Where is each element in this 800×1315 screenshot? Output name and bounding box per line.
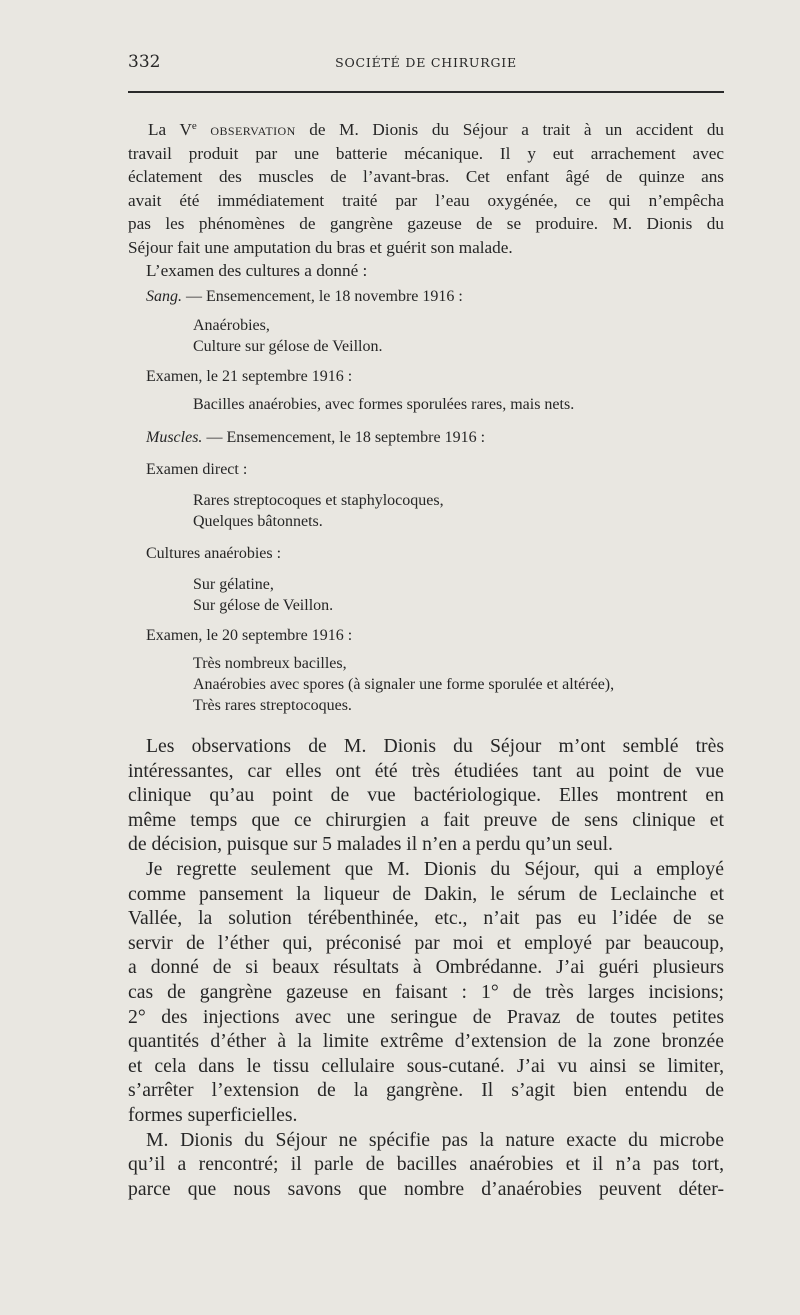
text-line: quantités d’éther à la limite extrême d’extension de la zone bronzée	[128, 1030, 724, 1053]
text-line: s’arrêter l’extension de la gangrène. Il s’agit bien entendu de	[128, 1079, 724, 1102]
result-heading: Cultures anaérobies :	[146, 545, 282, 562]
text-line: même temps que ce chirurgien a fait preuve de sens clinique et	[128, 808, 724, 831]
muscles-heading	[146, 429, 485, 447]
text-line: pas les phénomènes de gangrène gazeuse de se produire. M. Dionis du	[128, 214, 724, 233]
text-line: intéressantes, car elles ont été très étudiées tant au point de vue	[128, 759, 724, 782]
running-head: SOCIÉTÉ DE CHIRURGIE	[335, 55, 517, 70]
result-heading: Examen, le 21 septembre 1916 :	[146, 368, 353, 385]
result-line: Culture sur gélose de Veillon.	[193, 338, 383, 355]
text-line: et cela dans le tissu cellulaire sous-cutané. J’ai vu ainsi se limiter,	[128, 1054, 724, 1077]
sang-heading	[146, 288, 463, 306]
text-line: clinique qu’au point de vue bactériologique. Elles montrent en	[128, 784, 724, 807]
result-line: Anaérobies avec spores (à signaler une forme sporulée et altérée),	[193, 676, 615, 693]
muscles-label: Muscles.	[146, 429, 203, 446]
discussion-text	[128, 734, 724, 1201]
result-heading: Examen, le 20 septembre 1916 :	[146, 627, 353, 644]
result-line: Bacilles anaérobies, avec formes sporulées rares, mais nets.	[193, 396, 575, 413]
text-line: travail produit par une batterie mécanique. Il y eut arrachement avec	[128, 143, 724, 163]
text-line: M. Dionis du Séjour ne spécifie pas la nature exacte du microbe	[146, 1128, 724, 1151]
obs-line-1: de M. Dionis du Séjour a trait à un accident du	[295, 120, 725, 139]
text-line: Je regrette seulement que M. Dionis du Séjour, qui a employé	[146, 857, 724, 880]
text-line: comme pansement la liqueur de Dakin, le sérum de Leclainche et	[128, 882, 724, 905]
result-heading: Examen direct :	[146, 461, 248, 478]
result-line: Rares streptocoques et staphylocoques,	[193, 492, 444, 509]
obs-label-sup: e	[191, 120, 197, 132]
result-line: Quelques bâtonnets.	[193, 513, 323, 530]
text-line: cas de gangrène gazeuse en faisant : 1° de très larges incisions;	[128, 980, 724, 1003]
paragraph-2	[128, 857, 724, 1128]
text-line: éclatement des muscles de l’avant-bras. Cet enfant âgé de quinze ans	[128, 167, 724, 186]
text-line: Vallée, la solution térébenthinée, etc., n’ait pas eu l’idée de se	[128, 907, 724, 930]
text-line: de décision, puisque sur 5 malades il n’en a perdu qu’un seul.	[128, 833, 613, 856]
result-line: Sur gélatine,	[193, 576, 274, 593]
text-line: parce que nous savons que nombre d’anaérobies peuvent déter-	[128, 1177, 724, 1200]
result-line: Anaérobies,	[193, 317, 270, 334]
text-line: L’examen des cultures a donné :	[146, 261, 368, 280]
page-header	[128, 52, 724, 76]
result-line: Très nombreux bacilles,	[193, 655, 347, 672]
sang-text: — Ensemencement, le 18 novembre 1916 :	[182, 288, 463, 305]
result-line: Très rares streptocoques.	[193, 697, 352, 714]
paragraph-1	[128, 734, 724, 857]
observation-paragraph	[128, 115, 724, 283]
sang-label: Sang.	[146, 288, 182, 305]
text-line: Les observations de M. Dionis du Séjour m’ont semblé très	[146, 735, 724, 757]
obs-label-word: observation	[210, 120, 296, 139]
text-line: 2° des injections avec une seringue de Pravaz de toutes petites	[128, 1005, 724, 1028]
page-number: 332	[128, 52, 161, 72]
paragraph-3	[128, 1128, 724, 1202]
header-rule	[128, 91, 724, 93]
text-line: a donné de si beaux résultats à Ombrédanne. J’ai guéri plusieurs	[128, 956, 724, 979]
text-line: Séjour fait une amputation du bras et guérit son malade.	[128, 237, 513, 257]
result-line: Sur gélose de Veillon.	[193, 597, 334, 614]
text-line: servir de l’éther qui, préconisé par moi et employé par beaucoup,	[128, 931, 724, 954]
muscles-text: — Ensemencement, le 18 septembre 1916 :	[202, 429, 486, 446]
text-line: formes superficielles.	[128, 1103, 298, 1126]
text-line: qu’il a rencontré; il parle de bacilles anaérobies et il n’a pas tort,	[128, 1153, 724, 1176]
obs-label: La V	[148, 120, 192, 139]
text-line: avait été immédiatement traité par l’eau oxygénée, ce qui n’empêcha	[128, 190, 724, 210]
text-line	[128, 115, 724, 142]
